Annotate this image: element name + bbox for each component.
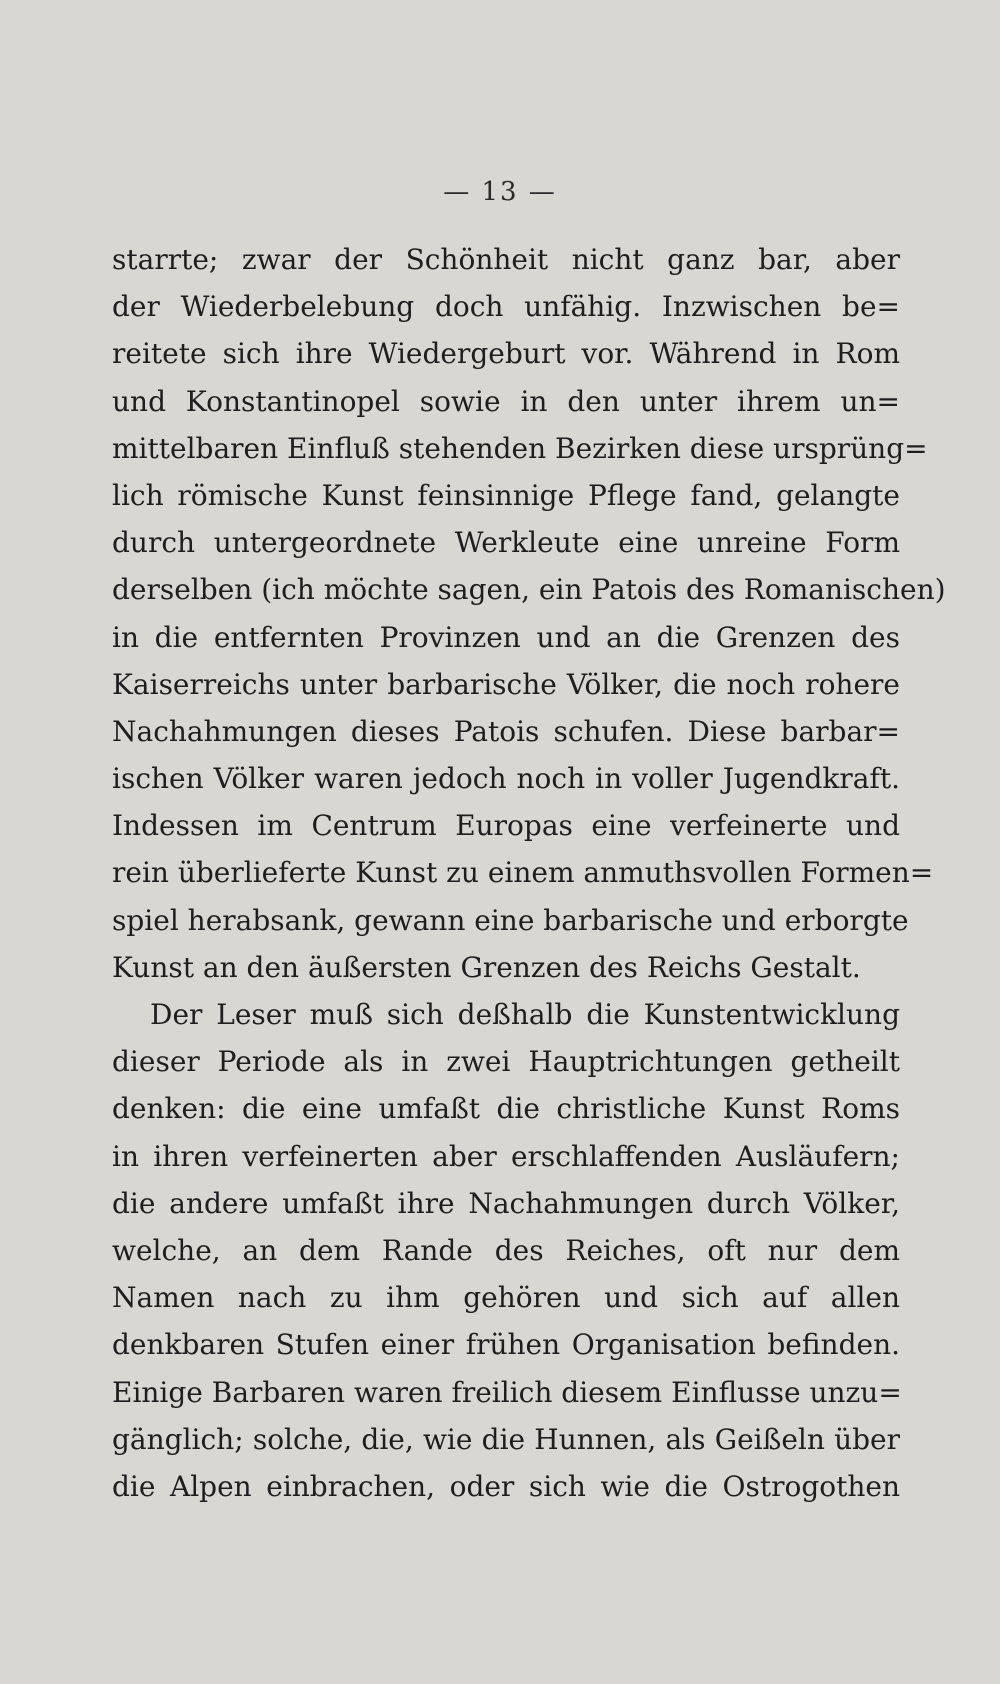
text-line: lich römische Kunst feinsinnige Pflege fand, gelangte (112, 478, 900, 512)
text-line: Einige Barbaren waren freilich diesem Einflusse unzu= (112, 1375, 902, 1409)
text-line: dieser Periode als in zwei Hauptrichtungen getheilt (112, 1045, 900, 1079)
text-line: und Konstantinopel sowie in den unter ihrem un= (112, 384, 900, 418)
paragraph-start-line: Der Leser muß sich deßhalb die Kunstentwicklung (150, 998, 900, 1031)
text-line: in die entfernten Provinzen und an die Grenzen des (112, 620, 900, 654)
text-line: Kunst an den äußersten Grenzen des Reichs Gestalt. (112, 950, 861, 984)
page-number: — 13 — (443, 177, 557, 207)
text-line: Namen nach zu ihm gehören und sich auf allen (112, 1281, 900, 1315)
text-line: Nachahmungen dieses Patois schufen. Diese barbar= (112, 714, 900, 748)
text-line: Indessen im Centrum Europas eine verfeinerte und (112, 809, 900, 843)
text-line: starrte; zwar der Schönheit nicht ganz bar, aber (112, 243, 900, 276)
text-line: welche, an dem Rande des Reiches, oft nur dem (112, 1233, 900, 1267)
text-line: ischen Völker waren jedoch noch in voller Jugendkraft. (112, 762, 900, 796)
text-line: rein überlieferte Kunst zu einem anmuthsvollen Formen= (112, 856, 934, 890)
text-line: der Wiederbelebung doch unfähig. Inzwischen be= (112, 290, 900, 324)
text-line: Kaiserreichs unter barbarische Völker, die noch rohere (112, 667, 900, 701)
text-line: durch untergeordnete Werkleute eine unreine Form (112, 526, 900, 560)
body-text (112, 236, 946, 1510)
text-line: denkbaren Stufen einer frühen Organisation befinden. (112, 1328, 900, 1362)
text-line: mittelbaren Einfluß stehenden Bezirken diese ursprüng= (112, 431, 928, 465)
text-line: spiel herabsank, gewann eine barbarische und erborgte (112, 903, 909, 937)
text-line: die Alpen einbrachen, oder sich wie die Ostrogothen (112, 1469, 900, 1503)
text-line: denken: die eine umfaßt die christliche Kunst Roms (112, 1092, 900, 1126)
text-line: in ihren verfeinerten aber erschlaffenden Ausläufern; (112, 1139, 900, 1173)
text-line: die andere umfaßt ihre Nachahmungen durch Völker, (112, 1186, 900, 1220)
text-line: gänglich; solche, die, wie die Hunnen, als Geißeln über (112, 1422, 900, 1456)
text-line: reitete sich ihre Wiedergeburt vor. Während in Rom (112, 337, 900, 371)
text-line: derselben (ich möchte sagen, ein Patois des Romanischen) (112, 573, 946, 607)
